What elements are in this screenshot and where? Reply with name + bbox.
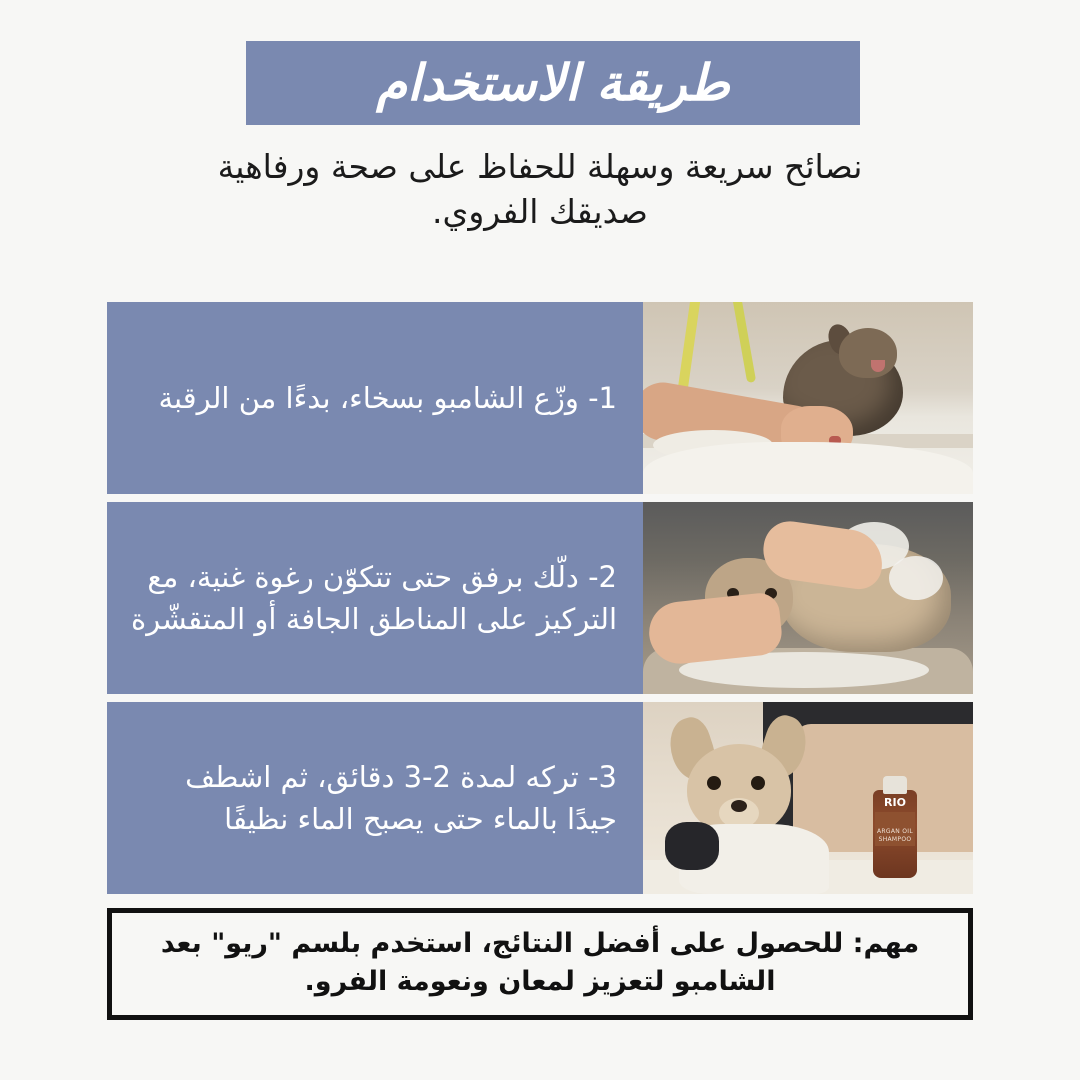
- list-item: [107, 502, 973, 694]
- step-text-cell: [107, 302, 643, 494]
- page-title: طريقة الاستخدام: [376, 54, 730, 112]
- important-note-box: [107, 908, 973, 1020]
- step-text-cell: [107, 702, 643, 894]
- dog-in-towel-with-bottle-photo: [643, 702, 973, 894]
- step-text-cell: [107, 502, 643, 694]
- list-item: [107, 702, 973, 894]
- title-banner: [246, 41, 860, 125]
- product-label-text: ARGAN OIL SHAMPOO: [877, 828, 913, 843]
- list-item: [107, 302, 973, 494]
- steps-list: [107, 302, 973, 902]
- hands-lathering-dog-photo: [643, 502, 973, 694]
- step-1-text: 1- وزّع الشامبو بسخاء، بدءًا من الرقبة: [158, 380, 617, 415]
- step-2-text: 2- دلّك برفق حتى تتكوّن رغوة غنية، مع التركيز على المناطق الجافة أو المتقشّرة: [131, 559, 617, 636]
- page-subtitle: نصائح سريعة وسهلة للحفاظ على صحة ورفاهية صديقك الفروي.: [217, 147, 863, 231]
- step-3-text: 3- تركه لمدة 2-3 دقائق، ثم اشطف جيدًا بالماء حتى يصبح الماء نظيفًا: [185, 759, 617, 836]
- important-note-text: مهم: للحصول على أفضل النتائج، استخدم بلسم "ريو" بعد الشامبو لتعزيز لمعان ونعومة الفرو.: [160, 928, 920, 997]
- wet-dog-in-tub-photo: [643, 302, 973, 494]
- product-brand-label: RIO: [884, 796, 906, 809]
